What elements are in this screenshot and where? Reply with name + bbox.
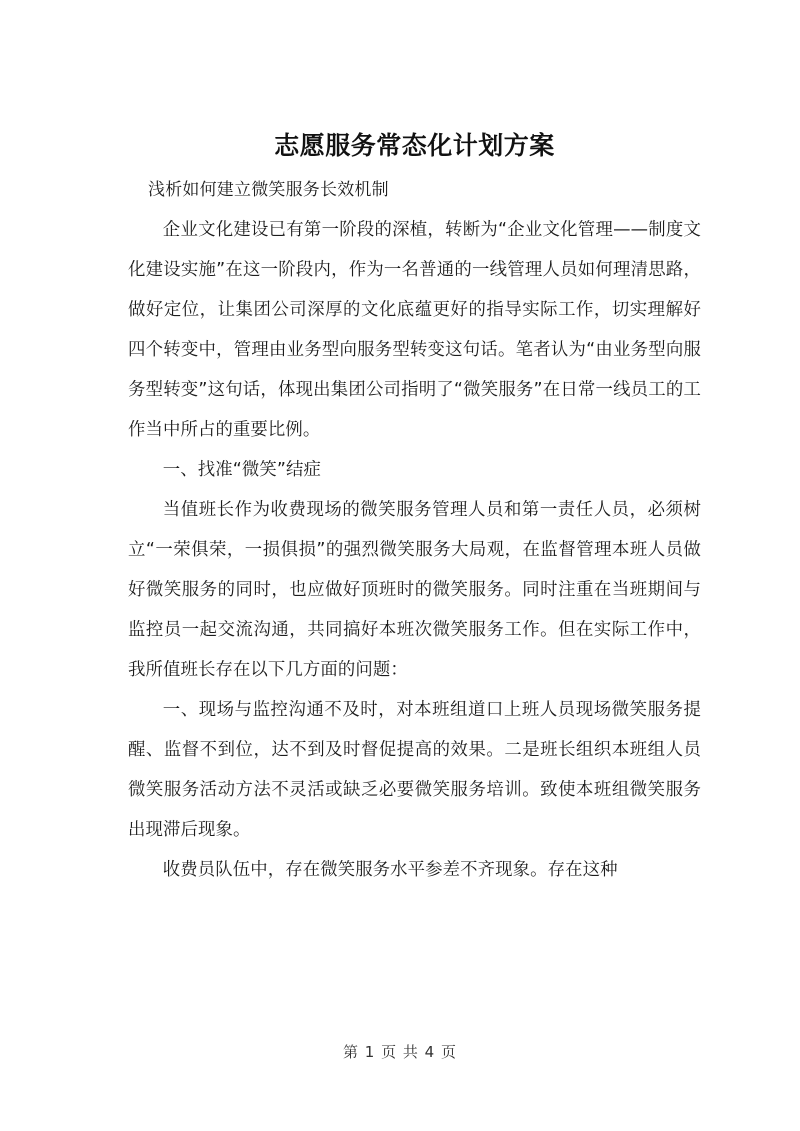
page-title: 志愿服务常态化计划方案 [274,131,555,160]
page-footer: 第 1 页 共 4 页 [343,1043,457,1061]
body-paragraph-2: 当值班长作为收费现场的微笑服务管理人员和第一责任人员，必须树立“一荣俱荣，一损俱损”的强烈微笑服务大局观，在监督管理本班人员做好微笑服务的同时，也应做好顶班时的微笑服务。同时注重在当班期间与监控员一起交流沟通，共同搞好本班次微笑服务工作。但在实际工作中，我所值班长存在以下几方面的问题： [128,500,701,680]
section-heading-1: 一、找准“微笑”结症 [162,460,321,480]
body-paragraph-1: 企业文化建设已有第一阶段的深植，转断为“企业文化管理——制度文化建设实施”在这一阶段内，作为一名普通的一线管理人员如何理清思路，做好定位，让集团公司深厚的文化底蕴更好的指导实际工作，切实理解好四个转变中，管理由业务型向服务型转变这句话。笔者认为“由业务型向服务型转变”这句话，体现出集团公司指明了“微笑服务”在日常一线员工的工作当中所占的重要比例。 [128,220,701,440]
body-paragraph-4: 收费员队伍中，存在微笑服务水平参差不齐现象。存在这种 [162,860,618,880]
document-content [128,126,701,890]
body-paragraph-3: 一、现场与监控沟通不及时，对本班组道口上班人员现场微笑服务提醒、监督不到位，达不到及时督促提高的效果。二是班长组织本班组人员微笑服务活动方法不灵活或缺乏必要微笑服务培训。致使本班组微笑服务出现滞后现象。 [128,700,701,840]
document-subtitle: 浅析如何建立微笑服务长效机制 [148,180,389,200]
